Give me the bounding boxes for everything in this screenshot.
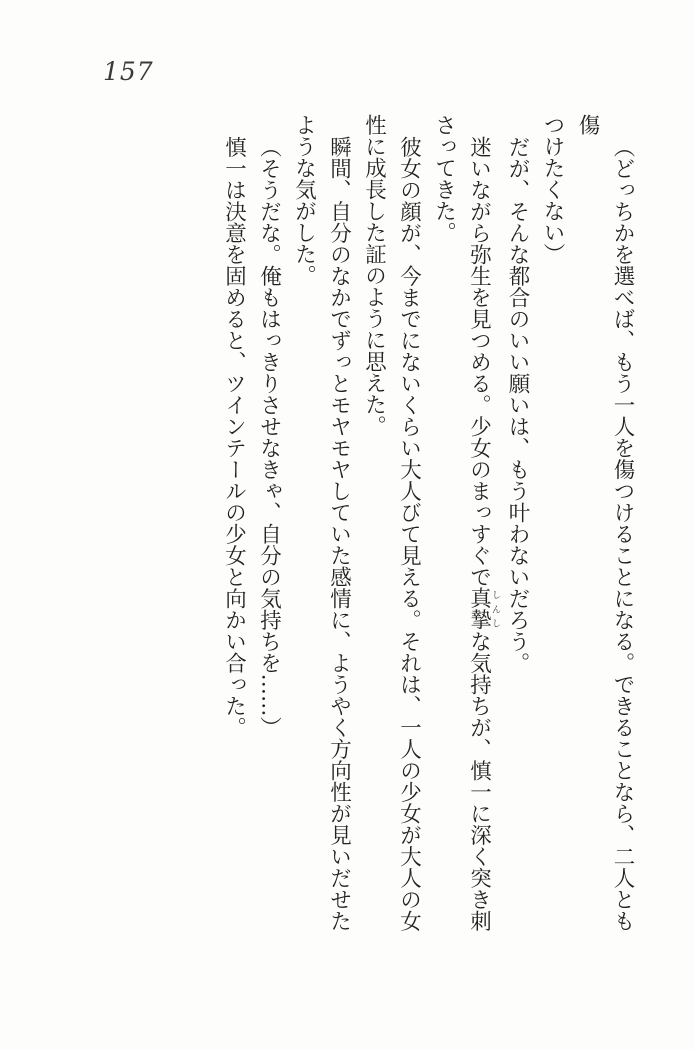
text-segment: （そうだな。俺もはっきりさせなきゃ、自分の気持ちを……） <box>256 135 282 738</box>
text-block <box>217 114 641 934</box>
text-line <box>252 114 287 934</box>
text-segment: 彼女の顔が、今までにないくらい大人びて見える。それは、一人の少女が大人の女 <box>396 135 422 931</box>
text-line <box>500 114 535 934</box>
text-line <box>462 114 501 934</box>
text-line <box>322 114 357 934</box>
text-segment: 慎一は決意を固めると、ツインテールの少女と向かい合った。 <box>221 135 247 738</box>
text-segment: な気持ちが、慎一に深く突き刺 <box>466 630 492 931</box>
ruby-base: 真摯 <box>466 587 492 630</box>
text-segment: さってきた。 <box>431 114 457 243</box>
text-line <box>392 114 427 934</box>
text-line <box>535 114 570 934</box>
text-line <box>427 114 462 934</box>
text-segment: ような気がした。 <box>291 114 317 286</box>
ruby-annotated-word <box>466 587 500 630</box>
text-line <box>570 114 640 934</box>
text-segment: つけたくない） <box>540 114 565 265</box>
text-segment: 性に成長した証のように思えた。 <box>361 114 387 437</box>
text-segment: だが、そんな都合のいい願いは、もう叶わないだろう。 <box>505 135 530 673</box>
text-segment: （どっちかを選べば、もう一人を傷つけることになる。できることなら、二人とも傷 <box>575 114 635 931</box>
text-line <box>357 114 392 934</box>
furigana: しんし <box>490 587 500 630</box>
text-segment: 瞬間、自分のなかでずっとモヤモヤしていた感情に、ようやく方向性が見いだせた <box>326 135 352 931</box>
page-number: 157 <box>103 57 154 86</box>
text-segment: 迷いながら弥生を見つめる。少女のまっすぐで <box>466 135 492 587</box>
text-line <box>217 114 252 934</box>
text-line <box>287 114 322 934</box>
